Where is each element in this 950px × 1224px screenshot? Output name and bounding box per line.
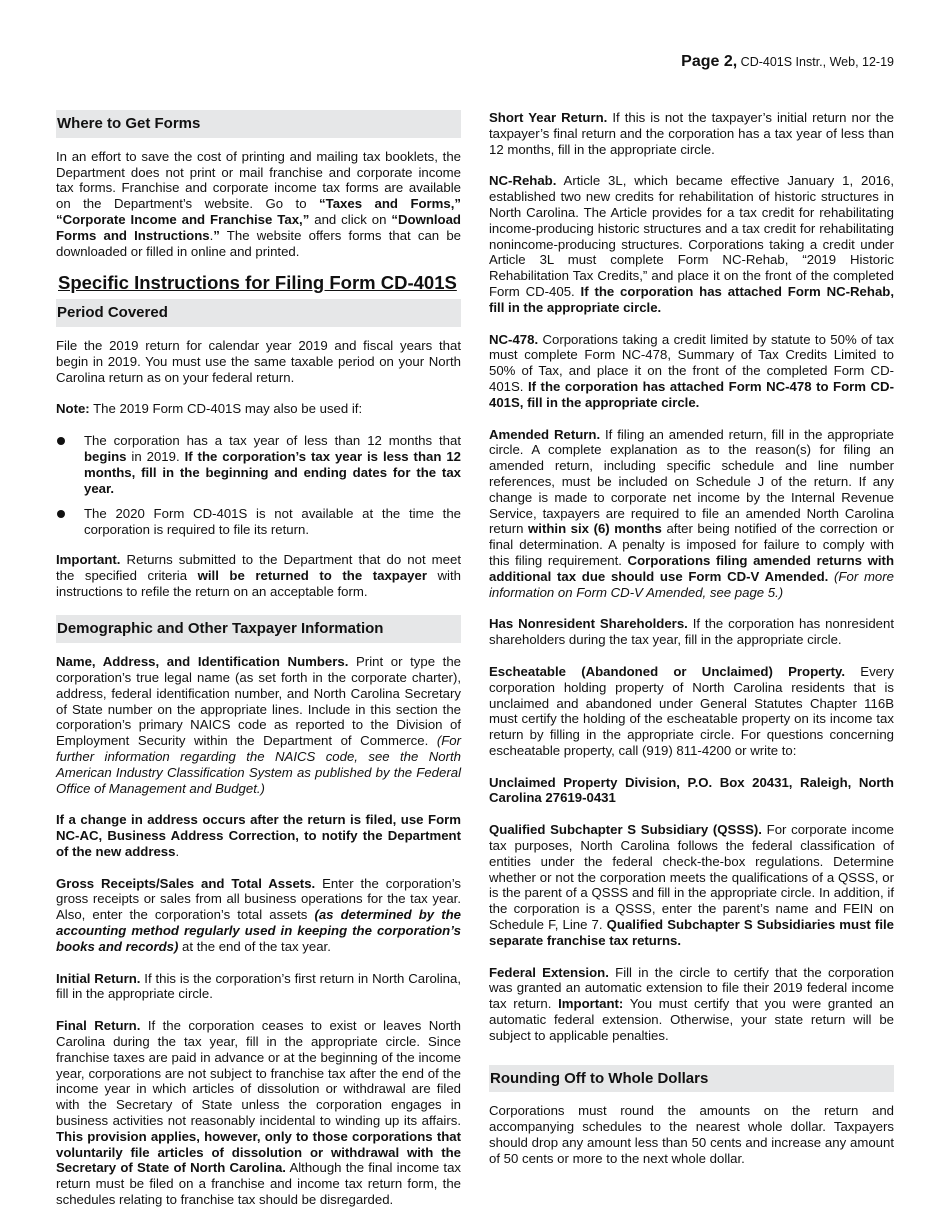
where-to-get-forms-paragraph: In an effort to save the cost of printing and mailing tax booklets, the Department does not print or mail franchise and corporate income tax forms. Franchise and corporate income tax forms are available on the Department’s website. Go to “Taxes and Forms,” “Corporate Income and Franchise Tax,” and click on “Download Forms and Instructions.” The website offers forms that can be downloaded or filled in online and printed.: [56, 148, 462, 259]
gross-receipts-paragraph: Gross Receipts/Sales and Total Assets. Enter the corporation’s gross receipts or sales from all business operations for the tax year. Also, enter the corporation’s total assets (as determined by the accounting method regularly used in keeping the corporation’s books and records) at the end of the tax year.: [56, 875, 462, 954]
name-address-paragraph: Name, Address, and Identification Numbers. Print or type the corporation’s true legal name (as set forth in the corporate charter), address, federal identification number, and North Carolina Secretary of State number on the appropriate lines. Include in this section the corporation’s primary NAICS code as reported to the Division of Employment Security within the Department of Commerce. (For further information regarding the NAICS code, see the North American Industry Classification System as published by the Federal Office of Management and Budget.): [56, 654, 461, 796]
rounding-heading: Rounding Off to Whole Dollars: [489, 1065, 894, 1093]
note-paragraph: Note: The 2019 Form CD-401S may also be used if:: [56, 401, 363, 417]
where-to-get-forms-heading: Where to Get Forms: [56, 110, 461, 138]
form-reference: CD-401S Instr., Web, 12-19: [740, 55, 894, 69]
rounding-paragraph: Corporations must round the amounts on the return and accompanying schedules to the nearest whole dollar. Taxpayers should drop any amount less than 50 cents and increase any amount of 50 cents or more to the next whole dollar.: [489, 1103, 894, 1166]
escheatable-paragraph: Escheatable (Abandoned or Unclaimed) Property. Every corporation holding property of North Carolina residents that is unclaimed and abandoned under General Statutes Chapter 116B must certify the holding of the escheatable property on its income tax return by filling in the appropriate circle. For questions concerning escheatable property, call (919) 811-4200 or write to:: [489, 663, 894, 758]
nc-rehab-paragraph: NC-Rehab. Article 3L, which became effective January 1, 2016, established two new credits for rehabilitation of historic structures in North Carolina. The Article provides for a tax credit for rehabilitating income-producing historic structures and a tax credit for rehabilitating nonincome-producing structures. Corporations taking a credit under Article 3L must complete Form NC-Rehab, “2019 Historic Rehabilitation Tax Credits,” and place it on the front of the completed Form CD-405. If the corporation has attached Form NC-Rehab, fill in the appropriate circle.: [489, 173, 894, 315]
list-item: The corporation has a tax year of less than 12 months that begins in 2019. If the corporation’s tax year is less than 12 months, fill in the beginning and ending dates for the tax year.: [56, 433, 461, 496]
final-return-paragraph: Final Return. If the corporation ceases to exist or leaves North Carolina during the tax year, fill in the appropriate circle. Since franchise taxes are paid in advance or at the beginning of the income year, corporations are not subject to franchise tax after the end of the income year in which articles of dissolution or withdrawal are filed with the Secretary of State unless the corporation engages in business activities not reasonably incidental to winding up its affairs. This provision applies, however, only to those corporations that voluntarily file articles of dissolution or withdrawal with the Secretary of State of North Carolina. Although the final income tax return must be filed on a franchise and income tax return form, the schedules relating to franchise tax should be disregarded.: [56, 1018, 462, 1208]
period-covered-paragraph: File the 2019 return for calendar year 2019 and fiscal years that begin in 2019. You must use the same taxable period on your North Carolina return as on your federal return.: [56, 337, 461, 385]
address-change-paragraph: If a change in address occurs after the return is filed, use Form NC-AC, Business Address Correction, to notify the Department of the new address.: [56, 812, 461, 859]
list-item: The 2020 Form CD-401S is not available at the time the corporation is required to file its return.: [56, 506, 461, 538]
page-header: [681, 53, 894, 71]
page-number: Page 2,: [681, 53, 738, 70]
right-column: [489, 110, 894, 1183]
bullet-icon: [57, 437, 65, 445]
bullet-icon: [57, 510, 65, 518]
amended-return-paragraph: Amended Return. If filing an amended return, fill in the appropriate circle. A complete explanation as to the reason(s) for filing an amended return, including specific schedule and line number references, must be included on Schedule J of the return. If any change is made to corporate net income by the Internal Revenue Service, taxpayers are required to file an amended North Carolina return within six (6) months after being notified of the correction or final determination. A penalty is imposed for failure to comply with this filing requirement. Corporations filing amended returns with additional tax due should use Form CD-V Amended. (For more information on Form CD-V Amended, see page 5.): [489, 426, 895, 600]
nc-478-paragraph: NC-478. Corporations taking a credit limited by statute to 50% of tax must complete Form NC-478, Summary of Tax Credits Limited to 50% of Tax, and place it on the front of the completed Form CD-401S. If the corporation has attached Form NC-478 to Form CD-401S, fill in the appropriate circle.: [489, 331, 894, 410]
qsss-paragraph: Qualified Subchapter S Subsidiary (QSSS). For corporate income tax purposes, North Carolina follows the federal classification of entities under the federal check-the-box regulations. Determine whether or not the corporation meets the qualifications of a QSSS, or is the parent of a QSSS and fill in the appropriate circle. In addition, if the corporation is a QSSS, enter the parent’s name and FEIN on Schedule F, Line 7. Qualified Subchapter S Subsidiaries must file separate franchise tax returns.: [489, 822, 895, 948]
left-column: [56, 110, 461, 1224]
federal-extension-paragraph: Federal Extension. Fill in the circle to certify that the corporation was granted an automatic extension to file their 2019 federal income tax return. Important: You must certify that you were granted an automatic federal extension. Otherwise, your state return will be subject to applicable penalties.: [489, 964, 894, 1043]
nonresident-paragraph: Has Nonresident Shareholders. If the corporation has nonresident shareholders during the tax year, fill in the appropriate circle.: [489, 616, 895, 648]
unclaimed-address: Unclaimed Property Division, P.O. Box 20431, Raleigh, North Carolina 27619-0431: [489, 774, 894, 806]
initial-return-paragraph: Initial Return. If this is the corporation’s first return in North Carolina, fill in the appropriate circle.: [56, 970, 461, 1002]
specific-instructions-title: Specific Instructions for Filing Form CD-401S: [58, 272, 457, 294]
important-paragraph: Important. Returns submitted to the Department that do not meet the specified criteria will be returned to the taxpayer with instructions to refile the return on an acceptable form.: [56, 551, 461, 599]
period-covered-heading: Period Covered: [56, 299, 461, 327]
demographic-heading: Demographic and Other Taxpayer Information: [56, 615, 461, 643]
short-year-paragraph: Short Year Return. If this is not the taxpayer’s initial return nor the taxpayer’s final return and the corporation has a tax year of less than 12 months, fill in the appropriate circle.: [489, 110, 894, 157]
note-bullet-list: [56, 433, 461, 538]
